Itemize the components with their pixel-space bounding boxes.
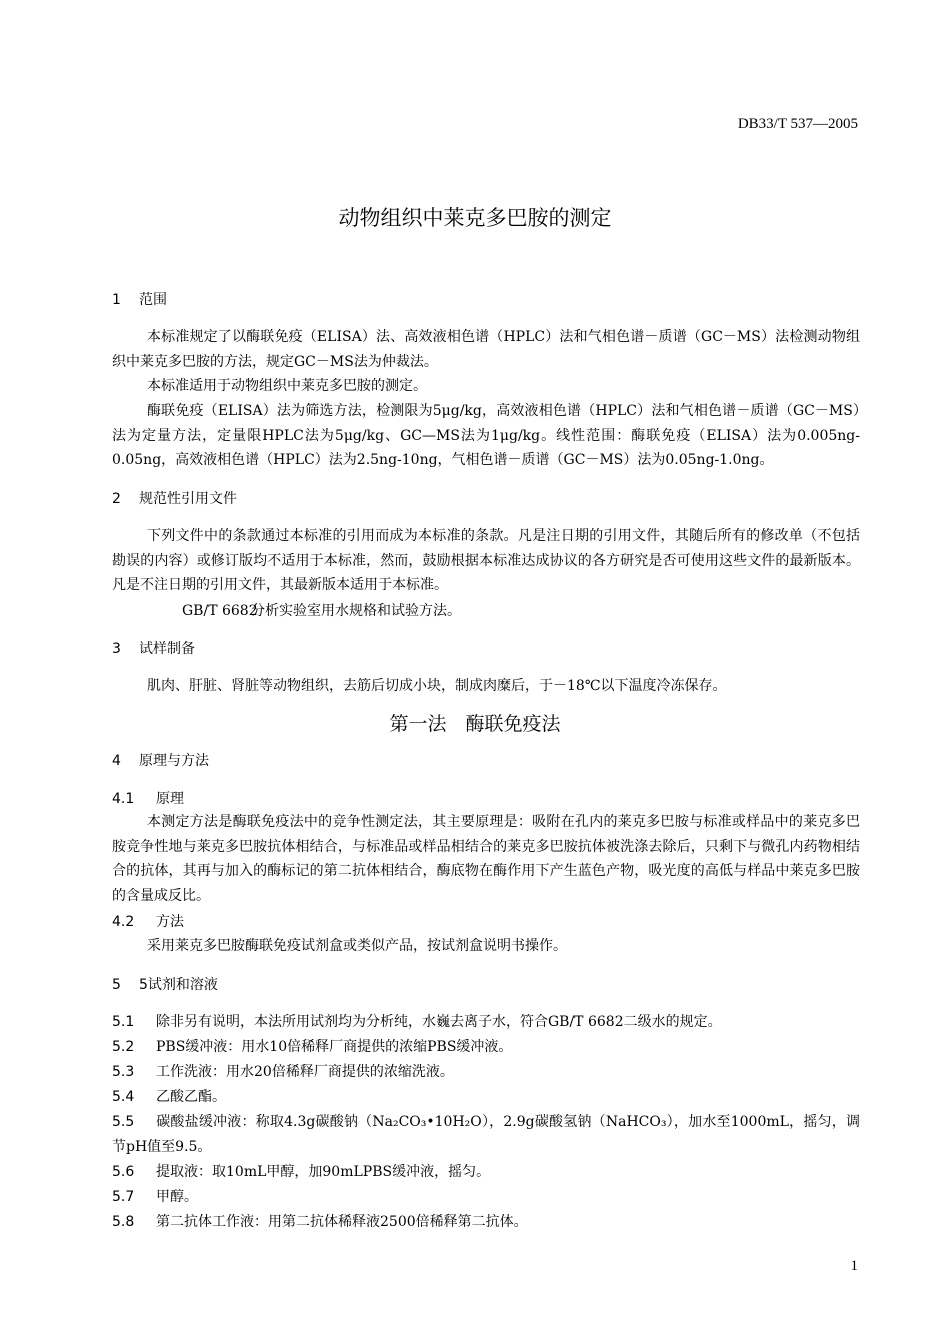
reagent-item bbox=[112, 1010, 860, 1035]
reagent-text: 除非另有说明，本法所用试剂均为分析纯，水巍去离子水，符合GB/T 6682二级水的规定。 bbox=[156, 1014, 722, 1030]
reagent-number: 5.6 bbox=[112, 1164, 135, 1180]
reagent-text: 第二抗体工作液：用第二抗体稀释液2500倍稀释第二抗体。 bbox=[156, 1214, 528, 1230]
section-title: 原理与方法 bbox=[139, 753, 209, 769]
principle-paragraph: 本测定方法是酶联免疫法中的竞争性测定法，其主要原理是：吸附在孔内的莱克多巴胺与标准或样品中的莱克多巴胺竞争性地与莱克多巴胺抗体相结合，与标准品或样品相结合的莱克多巴胺抗体被洗涤去除后，只剩下与微孔内药物相结合的抗体，其再与加入的酶标记的第二抗体相结合，酶底物在酶作用下产生蓝色产物，吸光度的高低与样品中莱克多巴胺的含量成反比。 bbox=[112, 814, 860, 904]
section-number: 5 bbox=[112, 977, 121, 993]
references-paragraph: 下列文件中的条款通过本标准的引用而成为本标准的条款。凡是注日期的引用文件，其随后所有的修改单（不包括勘误的内容）或修订版均不适用于本标准，然而，鼓励根据本标准达成协议的各方研究是否可使用这些文件的最新版本。凡是不注日期的引用文件，其最新版本适用于本标准。 bbox=[112, 528, 860, 593]
section-heading-scope bbox=[112, 290, 167, 310]
section-number: 2 bbox=[112, 491, 121, 507]
section-number: 4 bbox=[112, 753, 121, 769]
reagent-text: 乙酸乙酯。 bbox=[156, 1089, 226, 1105]
sample-preparation-paragraph: 肌肉、肝脏、肾脏等动物组织，去筋后切成小块，制成肉糜后，于－18℃以下温度冷冻保存。 bbox=[147, 678, 727, 694]
scope-paragraph-1: 本标准规定了以酶联免疫（ELISA）法、高效液相色谱（HPLC）法和气相色谱－质谱（GC－MS）法检测动物组织中莱克多巴胺的方法，规定GC－MS法为仲裁法。 bbox=[112, 329, 860, 370]
reference-title: 分析实验室用水规格和试验方法。 bbox=[251, 603, 461, 619]
method-paragraph: 采用莱克多巴胺酶联免疫试剂盒或类似产品，按试剂盒说明书操作。 bbox=[147, 938, 567, 954]
section-heading-reagents bbox=[112, 975, 218, 995]
subsection-number: 4.1 bbox=[112, 791, 135, 807]
reagent-item bbox=[112, 1060, 860, 1085]
section-heading-normative-references bbox=[112, 489, 237, 509]
subsection-heading-principle bbox=[112, 789, 184, 809]
reagent-item bbox=[112, 1035, 860, 1060]
reagent-number: 5.1 bbox=[112, 1014, 135, 1030]
reagent-item bbox=[112, 1185, 860, 1210]
subsection-title: 原理 bbox=[156, 791, 184, 807]
reagent-item bbox=[112, 1160, 860, 1185]
section-heading-sample-preparation bbox=[112, 639, 195, 659]
document-code: DB33/T 537—2005 bbox=[737, 116, 858, 132]
section-title: 范围 bbox=[139, 292, 167, 308]
reagent-number: 5.4 bbox=[112, 1089, 135, 1105]
reagent-item bbox=[112, 1110, 860, 1160]
reagent-number: 5.2 bbox=[112, 1039, 135, 1055]
reagent-number: 5.8 bbox=[112, 1214, 135, 1230]
scope-paragraph-2: 本标准适用于动物组织中莱克多巴胺的测定。 bbox=[147, 378, 427, 394]
section-title: 试样制备 bbox=[139, 641, 195, 657]
page-title: 动物组织中莱克多巴胺的测定 bbox=[338, 206, 612, 230]
reagent-text: 碳酸盐缓冲液：称取4.3g碳酸钠（Na₂CO₃•10H₂O），2.9g碳酸氢钠（NaHCO₃），加水至1000mL，摇匀，调节pH值至9.5。 bbox=[112, 1114, 860, 1155]
subsection-heading-method bbox=[112, 912, 184, 932]
section-number: 1 bbox=[112, 292, 121, 308]
subsection-number: 4.2 bbox=[112, 914, 135, 930]
section-number: 3 bbox=[112, 641, 121, 657]
section-title: 规范性引用文件 bbox=[139, 491, 237, 507]
page-number: 1 bbox=[850, 1258, 858, 1274]
reagent-number: 5.7 bbox=[112, 1189, 135, 1205]
reference-entry bbox=[112, 599, 860, 624]
reagent-item bbox=[112, 1210, 860, 1235]
reagent-number: 5.5 bbox=[112, 1114, 135, 1130]
reagent-text: 工作洗液：用水20倍稀释厂商提供的浓缩洗液。 bbox=[156, 1064, 454, 1080]
reagent-number: 5.3 bbox=[112, 1064, 135, 1080]
section-heading-principle-and-method bbox=[112, 751, 209, 771]
section-title: 5试剂和溶液 bbox=[139, 977, 218, 993]
subsection-title: 方法 bbox=[156, 914, 184, 930]
reagent-text: 甲醇。 bbox=[156, 1189, 198, 1205]
method-title: 第一法 酶联免疫法 bbox=[389, 713, 561, 735]
reference-code: GB/T 6682 bbox=[182, 603, 258, 619]
reagent-text: PBS缓冲液：用水10倍稀释厂商提供的浓缩PBS缓冲液。 bbox=[156, 1039, 513, 1055]
reagent-text: 提取液：取10mL甲醇，加90mLPBS缓冲液，摇匀。 bbox=[156, 1164, 491, 1180]
scope-paragraph-3: 酶联免疫（ELISA）法为筛选方法，检测限为5μg/kg，高效液相色谱（HPLC）法和气相色谱－质谱（GC－MS）法为定量方法，定量限HPLC法为5μg/kg、GC—MS法为1μg/kg。线性范围：酶联免疫（ELISA）法为0.005ng-0.05ng，高效液相色谱（HPLC）法为2.5ng-10ng，气相色谱－质谱（GC－MS）法为0.05ng-1.0ng。 bbox=[112, 403, 860, 468]
reagent-item bbox=[112, 1085, 860, 1110]
